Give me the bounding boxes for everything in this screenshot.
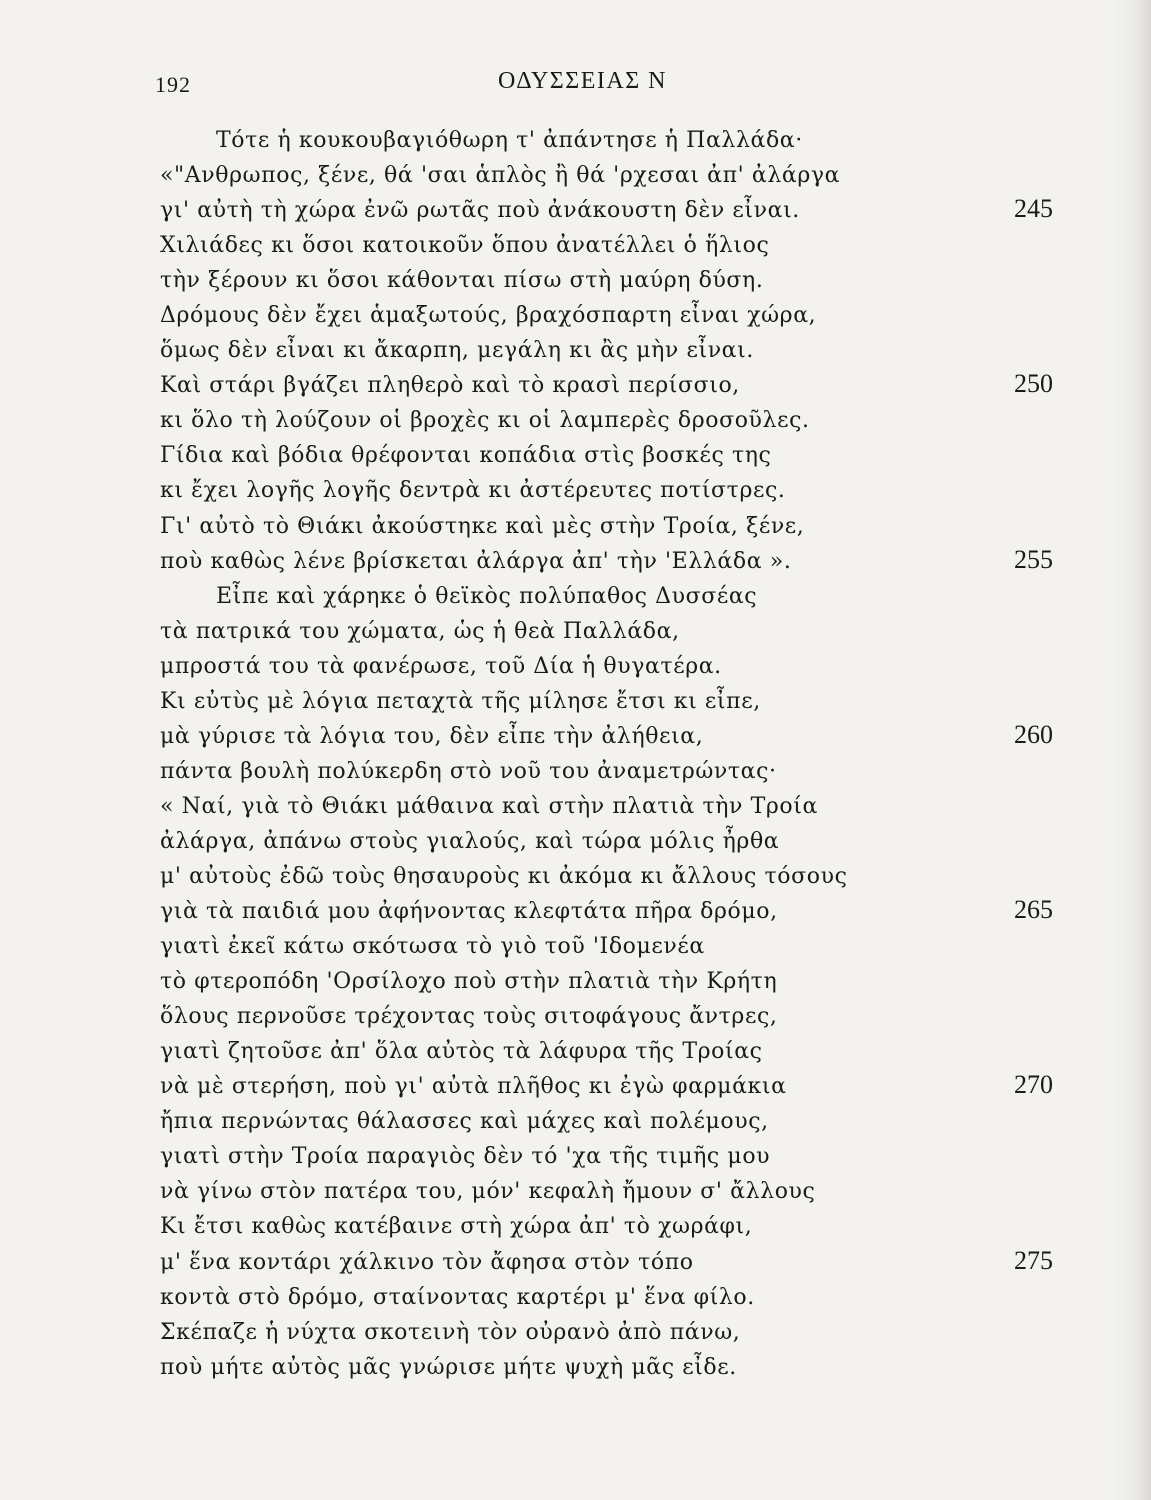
verse-line bbox=[0, 789, 1151, 824]
verse-line bbox=[0, 509, 1151, 544]
verse-line bbox=[0, 228, 1151, 263]
verse-line bbox=[0, 614, 1151, 649]
verse-text: τὰ πατρικά του χώματα, ὡς ἡ θεὰ Παλλάδα, bbox=[160, 618, 680, 644]
page-number: 192 bbox=[155, 72, 191, 97]
verse-line bbox=[0, 1350, 1151, 1385]
verse-text: ἤπια περνώντας θάλασσες καὶ μάχες καὶ πολέμους, bbox=[160, 1109, 769, 1135]
verse-text: νὰ γίνω στὸν πατέρα του, μόν' κεφαλὴ ἤμουν σ' ἄλλους bbox=[160, 1179, 816, 1205]
verse-text: Δρόμους δὲν ἔχει ἁμαξωτούς, βραχόσπαρτη εἶναι χώρα, bbox=[160, 303, 817, 329]
verse-text: γιατὶ ζητοῦσε ἀπ' ὅλα αὐτὸς τὰ λάφυρα τῆς Τροίας bbox=[160, 1039, 763, 1065]
verse-text: «"Ανθρωπος, ξένε, θά 'σαι ἁπλὸς ἢ θά 'ρχεσαι ἀπ' ἀλάργα bbox=[160, 163, 841, 189]
verse-line bbox=[0, 298, 1151, 333]
verse-line bbox=[0, 1174, 1151, 1209]
verse-line bbox=[0, 859, 1151, 894]
verse-text: Καὶ στάρι βγάζει πληθερὸ καὶ τὸ κρασὶ περίσσιο, bbox=[160, 373, 740, 399]
verse-block bbox=[0, 123, 1151, 1385]
verse-text: Γίδια καὶ βόδια θρέφονται κοπάδια στὶς βοσκές της bbox=[160, 443, 772, 469]
verse-line bbox=[0, 1139, 1151, 1174]
verse-text: γι' αὐτὴ τὴ χώρα ἐνῶ ρωτᾶς ποὺ ἀνάκουστη δὲν εἶναι. bbox=[160, 198, 800, 224]
verse-line bbox=[0, 579, 1151, 614]
verse-text: ποὺ καθὼς λένε βρίσκεται ἀλάργα ἀπ' τὴν 'Ελλάδα ». bbox=[160, 548, 792, 574]
verse-text: ἀλάργα, ἀπάνω στοὺς γιαλούς, καὶ τώρα μόλις ἦρθα bbox=[160, 828, 780, 854]
verse-line bbox=[0, 544, 1151, 579]
verse-text: γιατὶ στὴν Τροία παραγιὸς δὲν τό 'χα τῆς τιμῆς μου bbox=[160, 1144, 771, 1170]
verse-line bbox=[0, 894, 1151, 929]
verse-line bbox=[0, 123, 1151, 158]
verse-line bbox=[0, 368, 1151, 403]
verse-line bbox=[0, 824, 1151, 859]
line-number: 275 bbox=[1014, 1245, 1053, 1275]
verse-line bbox=[0, 649, 1151, 684]
verse-line bbox=[0, 754, 1151, 789]
verse-text: Κι εὐτὺς μὲ λόγια πεταχτὰ τῆς μίλησε ἔτσι κι εἶπε, bbox=[160, 688, 761, 714]
verse-text: κι ἔχει λογῆς λογῆς δεντρὰ κι ἀστέρευτες ποτίστρες. bbox=[160, 478, 786, 504]
verse-text: Εἶπε καὶ χάρηκε ὁ θεϊκὸς πολύπαθος Δυσσέας bbox=[216, 583, 758, 609]
verse-text: κοντὰ στὸ δρόμο, σταίνοντας καρτέρι μ' ἕνα φίλο. bbox=[160, 1284, 755, 1310]
verse-line bbox=[0, 193, 1151, 228]
verse-line bbox=[0, 1034, 1151, 1069]
page-header bbox=[0, 60, 1151, 100]
verse-text: μὰ γύρισε τὰ λόγια του, δὲν εἶπε τὴν ἀλήθεια, bbox=[160, 723, 704, 749]
verse-line bbox=[0, 1245, 1151, 1280]
verse-text: Γι' αὐτὸ τὸ Θιάκι ἀκούστηκε καὶ μὲς στὴν Τροία, ξένε, bbox=[160, 513, 805, 539]
verse-text: γιὰ τὰ παιδιά μου ἀφήνοντας κλεφτάτα πῆρα δρόμο, bbox=[160, 899, 778, 925]
verse-line bbox=[0, 1209, 1151, 1244]
verse-line bbox=[0, 438, 1151, 473]
verse-line bbox=[0, 1104, 1151, 1139]
verse-text: τὸ φτεροπόδη 'Ορσίλοχο ποὺ στὴν πλατιὰ τὴν Κρήτη bbox=[160, 969, 778, 995]
verse-text: ὅλους περνοῦσε τρέχοντας τοὺς σιτοφάγους ἄντρες, bbox=[160, 1004, 778, 1030]
verse-line bbox=[0, 929, 1151, 964]
verse-text: τὴν ξέρουν κι ὅσοι κάθονται πίσω στὴ μαύρη δύση. bbox=[160, 268, 764, 294]
line-number: 245 bbox=[1014, 194, 1053, 224]
verse-line bbox=[0, 333, 1151, 368]
line-number: 265 bbox=[1014, 895, 1053, 925]
verse-line bbox=[0, 403, 1151, 438]
line-number: 250 bbox=[1014, 369, 1053, 399]
verse-text: ποὺ μήτε αὐτὸς μᾶς γνώρισε μήτε ψυχὴ μᾶς εἶδε. bbox=[160, 1354, 737, 1380]
verse-line bbox=[0, 684, 1151, 719]
verse-line bbox=[0, 964, 1151, 999]
line-number: 260 bbox=[1014, 719, 1053, 749]
verse-text: πάντα βουλὴ πολύκερδη στὸ νοῦ του ἀναμετρώντας· bbox=[160, 758, 777, 784]
verse-text: « Ναί, γιὰ τὸ Θιάκι μάθαινα καὶ στὴν πλατιὰ τὴν Τροία bbox=[160, 793, 818, 819]
verse-line bbox=[0, 1069, 1151, 1104]
verse-text: μπροστά του τὰ φανέρωσε, τοῦ Δία ἡ θυγατέρα. bbox=[160, 653, 722, 679]
verse-text: ὅμως δὲν εἶναι κι ἄκαρπη, μεγάλη κι ἂς μὴν εἶναι. bbox=[160, 338, 754, 364]
verse-text: Χιλιάδες κι ὅσοι κατοικοῦν ὅπου ἀνατέλλει ὁ ἥλιος bbox=[160, 233, 770, 259]
line-number: 270 bbox=[1014, 1070, 1053, 1100]
verse-line bbox=[0, 719, 1151, 754]
verse-text: γιατὶ ἐκεῖ κάτω σκότωσα τὸ γιὸ τοῦ 'Ιδομενέα bbox=[160, 934, 705, 960]
verse-line bbox=[0, 999, 1151, 1034]
running-title: ΟΔΥΣΣΕΙΑΣ Ν bbox=[498, 68, 667, 94]
verse-text: νὰ μὲ στερήση, ποὺ γι' αὐτὰ πλῆθος κι ἐγὼ φαρμάκια bbox=[160, 1074, 787, 1100]
line-number: 255 bbox=[1014, 544, 1053, 574]
verse-line bbox=[0, 1280, 1151, 1315]
verse-line bbox=[0, 1315, 1151, 1350]
verse-text: μ' ἕνα κοντάρι χάλκινο τὸν ἄφησα στὸν τόπο bbox=[160, 1249, 694, 1275]
verse-text: Τότε ἡ κουκουβαγιόθωρη τ' ἀπάντησε ἡ Παλλάδα· bbox=[216, 128, 803, 153]
verse-line bbox=[0, 473, 1151, 508]
verse-text: Κι ἔτσι καθὼς κατέβαινε στὴ χώρα ἀπ' τὸ χωράφι, bbox=[160, 1214, 753, 1240]
verse-text: μ' αὐτοὺς ἐδῶ τοὺς θησαυροὺς κι ἀκόμα κι ἄλλους τόσους bbox=[160, 863, 848, 889]
verse-text: κι ὅλο τὴ λούζουν οἱ βροχὲς κι οἱ λαμπερὲς δροσοῦλες. bbox=[160, 408, 810, 434]
verse-text: Σκέπαζε ἡ νύχτα σκοτεινὴ τὸν οὐρανὸ ἀπὸ πάνω, bbox=[160, 1319, 741, 1345]
verse-line bbox=[0, 263, 1151, 298]
verse-line bbox=[0, 158, 1151, 193]
